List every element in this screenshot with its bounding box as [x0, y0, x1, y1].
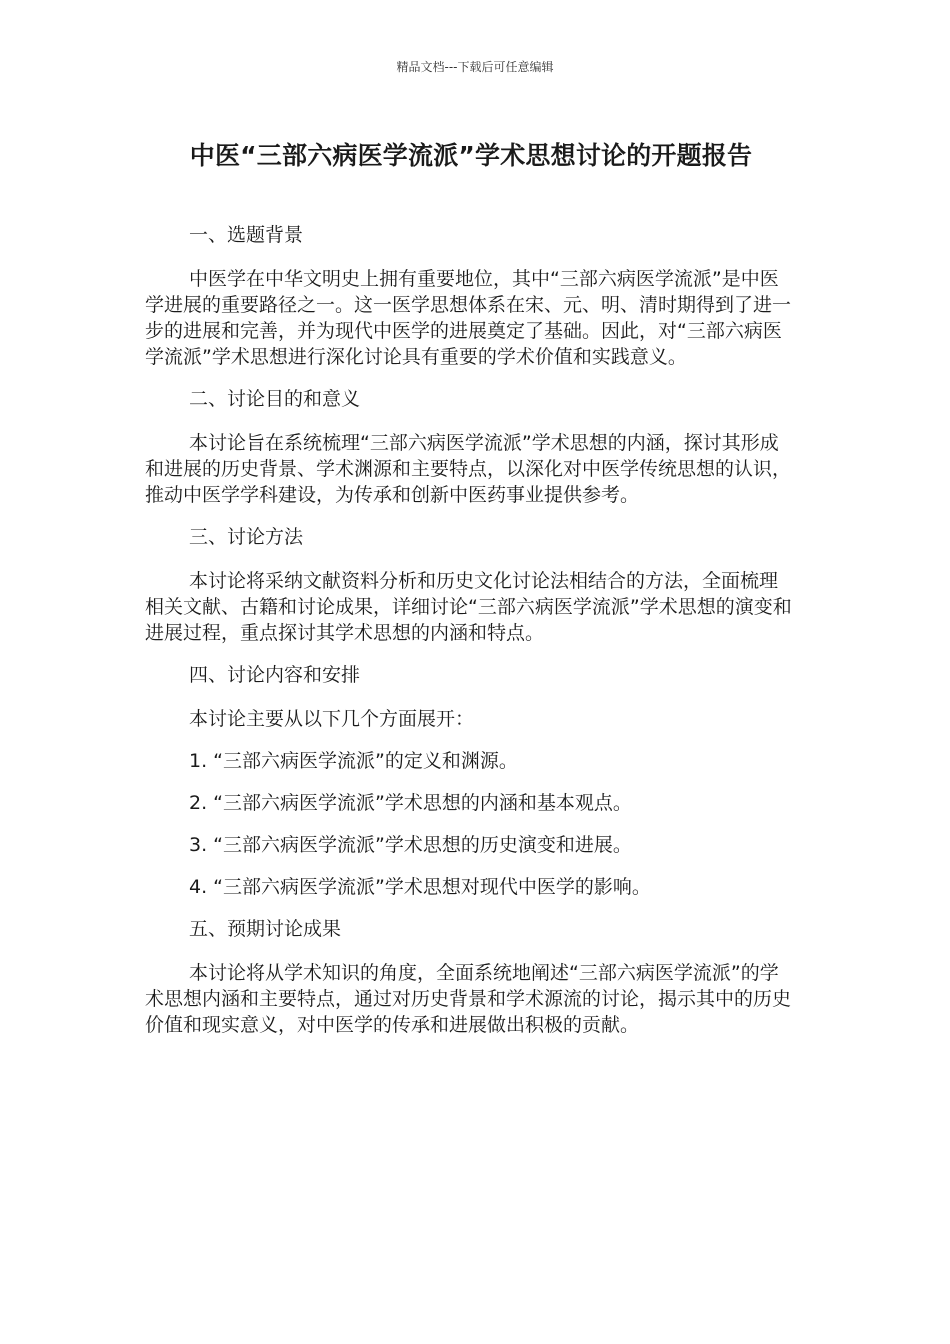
document-body: [145, 136, 795, 1054]
section-intro-content: 本讨论主要从以下几个方面展开：: [189, 708, 475, 730]
section-heading-purpose: 二、讨论目的和意义: [189, 388, 361, 410]
list-item: 3. “三部六病医学流派”学术思想的历史演变和进展。: [189, 834, 632, 856]
section-paragraph-background: 中医学在中华文明史上拥有重要地位，其中“三部六病医学流派”是中医学进展的重要路径之一。这一医学思想体系在宋、元、明、清时期得到了进一步的进展和完善，并为现代中医学的进展奠定了基础。因此，对“三部六病医学流派”学术思想进行深化讨论具有重要的学术价值和实践意义。: [145, 268, 792, 368]
section-heading-method: 三、讨论方法: [189, 526, 304, 548]
section-paragraph-outcomes: 本讨论将从学术知识的角度，全面系统地阐述“三部六病医学流派”的学术思想内涵和主要特点，通过对历史背景和学术源流的讨论，揭示其中的历史价值和现实意义，对中医学的传承和进展做出积极的贡献。: [145, 962, 792, 1036]
list-item: 2. “三部六病医学流派”学术思想的内涵和基本观点。: [189, 792, 632, 814]
section-heading-background: 一、选题背景: [189, 224, 304, 246]
list-item: 1. “三部六病医学流派”的定义和渊源。: [189, 750, 518, 772]
list-item: 4. “三部六病医学流派”学术思想对现代中医学的影响。: [189, 876, 651, 898]
document-title: 中医“三部六病医学流派”学术思想讨论的开题报告: [189, 141, 753, 170]
section-paragraph-purpose: 本讨论旨在系统梳理“三部六病医学流派”学术思想的内涵，探讨其形成和进展的历史背景、学术渊源和主要特点，以深化对中医学传统思想的认识，推动中医学学科建设，为传承和创新中医药事业提供参考。: [145, 432, 792, 506]
section-heading-content: 四、讨论内容和安排: [189, 664, 361, 686]
section-heading-outcomes: 五、预期讨论成果: [189, 918, 342, 940]
section-paragraph-method: 本讨论将采纳文献资料分析和历史文化讨论法相结合的方法，全面梳理相关文献、古籍和讨论成果，详细讨论“三部六病医学流派”学术思想的演变和进展过程，重点探讨其学术思想的内涵和特点。: [145, 570, 792, 644]
page-header: 精品文档---下载后可任意编辑: [396, 60, 554, 74]
